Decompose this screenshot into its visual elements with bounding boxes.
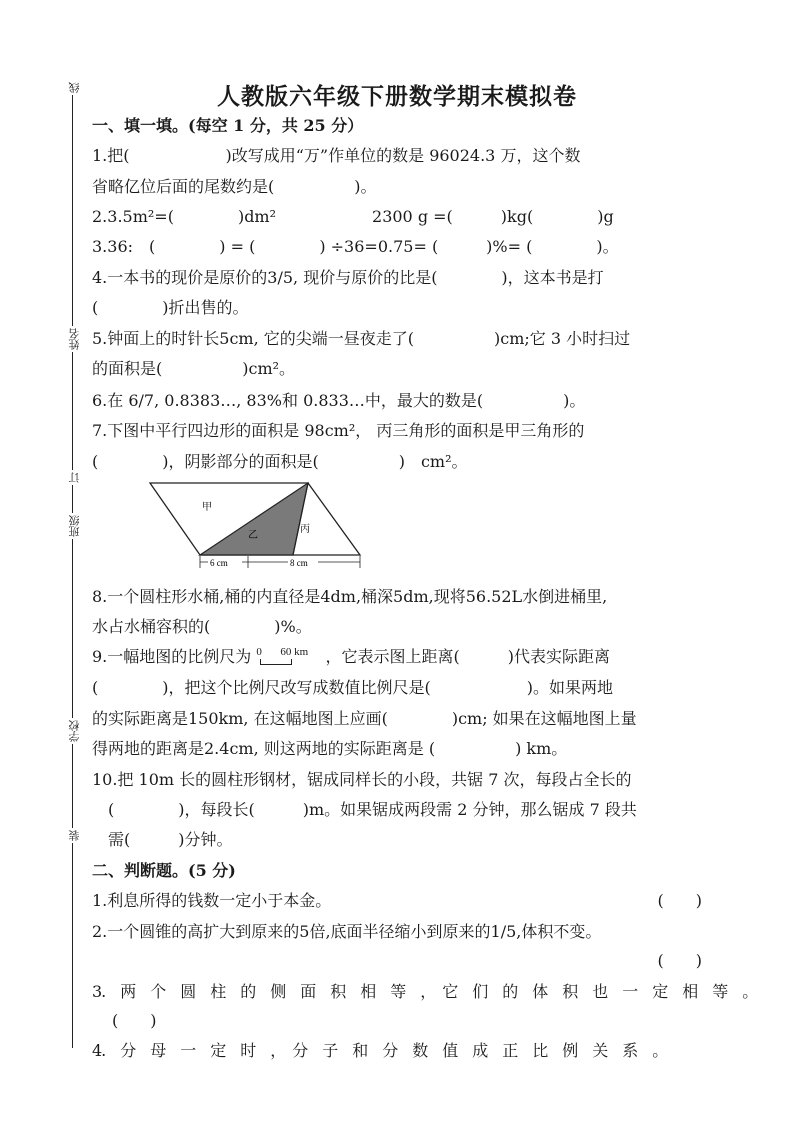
- question-7-line-1: 7.下图中平行四边形的面积是 98cm²， 丙三角形的面积是甲三角形的: [92, 421, 585, 440]
- question-10-line-2: ( )，每段长( )m。如果锯成两段需 2 分钟，那么锯成 7 段共: [92, 800, 637, 819]
- side-label-class: 班级: [68, 513, 84, 539]
- question-9-suffix: ，它表示图上距离( )代表实际距离: [325, 647, 610, 666]
- parallelogram-figure: [148, 480, 364, 576]
- question-1-line-2: 省略亿位后面的尾数约是( )。: [92, 177, 377, 196]
- parallelogram-svg: [148, 480, 364, 572]
- scale-bar-zero: 0: [256, 645, 262, 658]
- dim-right-label: 8 cm: [290, 558, 308, 568]
- side-label-name: 姓名: [68, 326, 84, 352]
- shaded-triangle-yi: [200, 483, 308, 555]
- label-bing: 丙: [300, 524, 310, 535]
- scale-bar-km: 60 km: [280, 645, 309, 658]
- question-7-line-2: ( )，阴影部分的面积是( ) cm²。: [92, 452, 468, 471]
- judge-2-answer[interactable]: ( ): [657, 951, 702, 970]
- judge-3: 3. 两 个 圆 柱 的 侧 面 积 相 等 ， 它 们 的 体 积 也 一 定 相 等 。: [92, 982, 758, 1001]
- question-9-line-1: [92, 646, 610, 669]
- question-8-line-1: 8.一个圆柱形水桶,桶的内直径是4dm,桶深5dm,现将56.52L水倒进桶里,: [92, 587, 608, 606]
- question-9-prefix: 9.一幅地图的比例尺为: [92, 647, 252, 666]
- question-4-line-1: 4.一本书的现价是原价的3/5, 现价与原价的比是( )，这本书是打: [92, 268, 604, 287]
- page-title: 人教版六年级下册数学期末模拟卷: [217, 83, 577, 110]
- question-6: 6.在 6/7, 0.8383…, 83%和 0.833…中，最大的数是( )。: [92, 391, 586, 410]
- question-2: 2.3.5m²=( )dm² 2300 g =( )kg( )g: [92, 207, 614, 226]
- side-label-xian: 线: [68, 80, 84, 95]
- scale-bar-line: [260, 659, 292, 665]
- question-9-line-2: ( )，把这个比例尺改写成数值比例尺是( )。如果两地: [92, 678, 613, 697]
- question-9-line-4: 得两地的距离是2.4cm, 则这两地的实际距离是 ( ) km。: [92, 739, 568, 758]
- question-10-line-3: 需( )分钟。: [92, 830, 233, 849]
- label-yi: 乙: [248, 530, 258, 541]
- question-5-line-2: 的面积是( )cm²。: [92, 359, 296, 378]
- section-2-heading: 二、判断题。(5 分): [92, 861, 236, 880]
- section-1-heading: 一、填一填。(每空 1 分，共 25 分）: [92, 116, 364, 135]
- judge-1: 1.利息所得的钱数一定小于本金。: [92, 891, 332, 910]
- label-jia: 甲: [202, 502, 212, 513]
- scale-bar: [256, 647, 320, 669]
- judge-3-answer[interactable]: ( ): [112, 1011, 157, 1030]
- judge-1-answer[interactable]: ( ): [657, 891, 702, 910]
- question-3: 3.36: ( ) = ( ) ÷36=0.75= ( )%= ( )。: [92, 237, 619, 256]
- judge-2: 2.一个圆锥的高扩大到原来的5倍,底面半径缩小到原来的1/5,体积不变。: [92, 922, 602, 941]
- side-label-school: 学校: [68, 718, 84, 744]
- judge-4: 4. 分 母 一 定 时 ， 分 子 和 分 数 值 成 正 比 例 关 系 。: [92, 1041, 668, 1060]
- side-label-zhuang: 装: [68, 828, 84, 843]
- side-label-ding: 订: [68, 470, 84, 485]
- question-10-line-1: 10.把 10m 长的圆柱形钢材，锯成同样长的小段，共锯 7 次，每段占全长的: [92, 770, 632, 789]
- question-8-line-2: 水占水桶容积的( )%。: [92, 617, 312, 636]
- question-5-line-1: 5.钟面上的时针长5cm, 它的尖端一昼夜走了( )cm;它 3 小时扫过: [92, 329, 631, 348]
- dim-left-label: 6 cm: [210, 558, 228, 568]
- question-1-line-1: 1.把( )改写成用“万”作单位的数是 96024.3 万，这个数: [92, 146, 581, 165]
- binding-line: [72, 88, 73, 1048]
- question-4-line-2: ( )折出售的。: [92, 298, 249, 317]
- question-9-line-3: 的实际距离是150km, 在这幅地图上应画( )cm; 如果在这幅地图上量: [92, 709, 637, 728]
